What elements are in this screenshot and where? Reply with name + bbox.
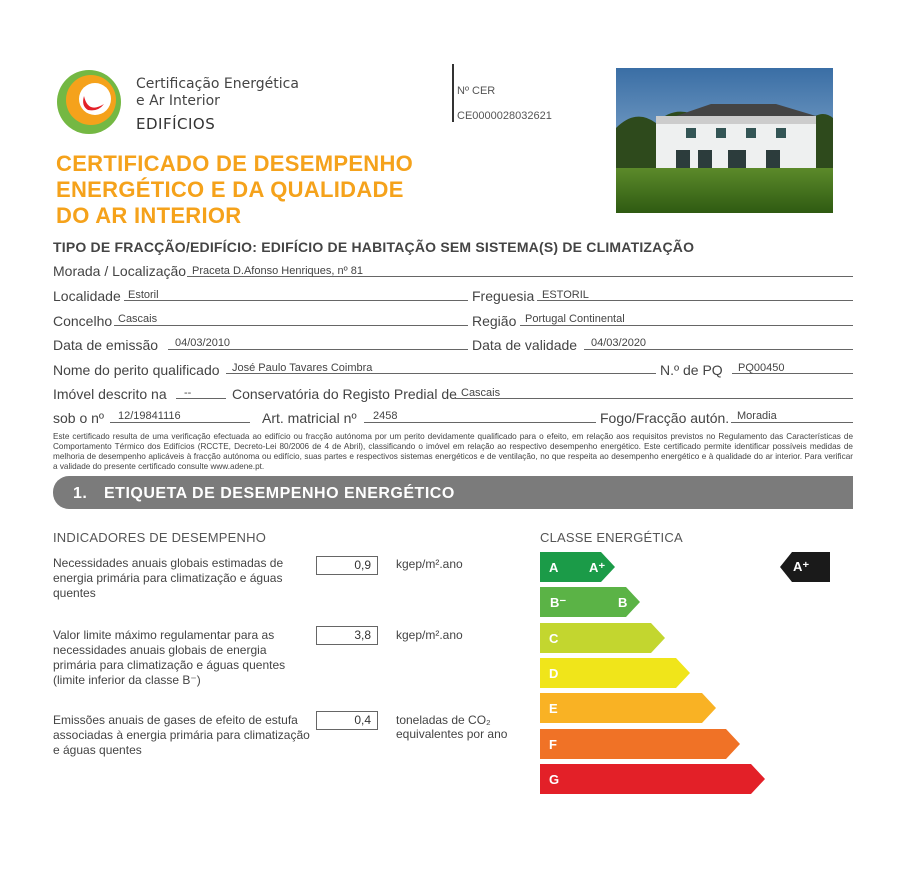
band-e	[540, 693, 716, 723]
logo-line3: EDIFÍCIOS	[136, 115, 216, 133]
energy-class-scale	[540, 552, 780, 797]
indicator-1-text: Necessidades anuais globais estimadas de energia primária para climatização e águas quentes	[53, 556, 284, 600]
imovel-label: Imóvel descrito na	[53, 386, 167, 402]
indicator-3-value: 0,4	[316, 711, 378, 730]
band-f	[540, 729, 740, 759]
energy-class-result	[780, 552, 830, 582]
band-g	[540, 764, 765, 794]
cert-number: CE0000028032621	[457, 110, 552, 122]
band-g-shape	[540, 764, 765, 794]
regiao-label: Região	[472, 313, 517, 329]
imovel-value: --	[184, 387, 192, 399]
legal-note: Este certificado resulta de uma verificação efectuada ao edifício ou fracção autónoma por um perito devidamente qualificado para o efeito, em relação aos requisitos previstos no Regulamento das Características de Comportamento Térmico dos Edifícios (RCCTE, Decreto-Lei 80/2006 de 4 de Abril), classificando o imóvel em relação ao respectivo desempenho energético. Este certificado permite identificar possíveis medidas de melhoria de desempenho aplicáveis à fracção autónoma ou edifício, suas partes e respectivos sistemas energéticos e de ventilação, no que respeita ao desempenho energético e à qualidade do ar interior. Para verificar a validade do presente certificado consulte www.adene.pt.	[53, 432, 853, 471]
indicator-2-value: 3,8	[316, 626, 378, 645]
logo-line2: e Ar Interior	[136, 93, 220, 109]
band-e-left: E	[549, 701, 558, 716]
cert-number-label: Nº CER	[457, 85, 496, 97]
freguesia-value: ESTORIL	[542, 289, 589, 301]
band-f-arrow	[540, 729, 740, 759]
band-b	[540, 587, 640, 617]
indicator-3-text: Emissões anuais de gases de efeito de estufa associadas à energia primária para climatização e águas quentes	[53, 713, 310, 757]
band-a-left: A	[549, 560, 559, 575]
cert-divider	[452, 64, 454, 122]
indicator-1-value: 0,9	[316, 556, 378, 575]
indicator-2-text: Valor limite máximo regulamentar para as necessidades anuais globais de energia primária para climatização e águas quentes (limite inferior da classe B⁻)	[53, 628, 286, 687]
building-photo	[616, 68, 833, 213]
freguesia-label: Freguesia	[472, 288, 535, 304]
band-c	[540, 623, 665, 653]
main-title-line1: CERTIFICADO DE DESEMPENHO	[56, 151, 414, 176]
band-g-left: G	[549, 772, 560, 787]
validade-value: 04/03/2020	[591, 337, 647, 349]
regiao-value: Portugal Continental	[525, 313, 625, 325]
result-class-label: A⁺	[793, 559, 810, 574]
band-c-left: C	[549, 631, 559, 646]
band-a	[540, 552, 615, 582]
certification-logo	[54, 66, 304, 140]
artigo-label: Art. matricial nº	[262, 410, 357, 426]
concelho-label: Concelho	[53, 313, 113, 329]
band-c-shape	[540, 623, 665, 653]
band-d	[540, 658, 690, 688]
logo-emblem-icon	[54, 66, 126, 138]
section-number: 1.	[73, 485, 88, 502]
band-e-shape	[540, 693, 716, 723]
emissao-value: 04/03/2010	[175, 337, 231, 349]
conservatoria-underline	[455, 398, 853, 399]
validade-underline	[584, 349, 853, 350]
concelho-underline	[114, 325, 468, 326]
perito-value: José Paulo Tavares Coimbra	[232, 362, 373, 374]
sob-label: sob o nº	[53, 410, 105, 426]
building-photo-image	[616, 68, 833, 213]
conservatoria-value: Cascais	[461, 387, 501, 399]
pq-label: N.º de PQ	[660, 362, 723, 378]
band-f-left: F	[549, 737, 557, 752]
band-d-left: D	[549, 666, 559, 681]
emissao-label: Data de emissão	[53, 337, 159, 353]
logo-line1: Certificação Energética	[136, 76, 299, 92]
band-d-arrow	[540, 658, 690, 688]
main-title-line3: DO AR INTERIOR	[56, 203, 242, 228]
band-e-arrow	[540, 693, 716, 723]
localidade-value: Estoril	[128, 289, 159, 301]
band-g-arrow	[540, 764, 765, 794]
morada-value: Praceta D.Afonso Henriques, nº 81	[192, 265, 363, 277]
concelho-value: Cascais	[118, 313, 158, 325]
sob-value: 12/19841116	[118, 410, 181, 422]
localidade-underline	[124, 300, 468, 301]
indicator-1-unit: kgep/m².ano	[396, 557, 463, 571]
morada-label: Morada / Localização	[53, 263, 187, 279]
pq-value: PQ00450	[738, 362, 785, 374]
band-c-arrow	[540, 623, 665, 653]
section-title: ETIQUETA DE DESEMPENHO ENERGÉTICO	[104, 485, 455, 502]
band-f-shape	[540, 729, 740, 759]
band-b-right: B	[618, 595, 628, 610]
indicator-3-unit: toneladas de CO₂ equivalentes por ano	[396, 713, 508, 741]
artigo-underline	[364, 422, 596, 423]
indicator-2-unit: kgep/m².ano	[396, 628, 463, 642]
section-header	[53, 476, 853, 509]
fogo-value: Moradia	[737, 410, 777, 422]
indicators-title: INDICADORES DE DESEMPENHO	[53, 530, 267, 545]
fogo-label: Fogo/Fracção autón.	[600, 410, 730, 426]
band-b-left: B⁻	[550, 595, 567, 610]
conservatoria-label: Conservatória do Registo Predial de	[232, 386, 457, 402]
energy-class-title: CLASSE ENERGÉTICA	[540, 530, 683, 545]
fogo-underline	[731, 422, 853, 423]
perito-label: Nome do perito qualificado	[53, 362, 220, 378]
band-d-shape	[540, 658, 690, 688]
artigo-value: 2458	[373, 410, 398, 422]
localidade-label: Localidade	[53, 288, 121, 304]
main-title-line2: ENERGÉTICO E DA QUALIDADE	[56, 177, 404, 202]
validade-label: Data de validade	[472, 337, 578, 353]
building-type: TIPO DE FRACÇÃO/EDIFÍCIO: EDIFÍCIO DE HABITAÇÃO SEM SISTEMA(S) DE CLIMATIZAÇÃO	[53, 239, 695, 255]
band-a-right: A⁺	[589, 560, 606, 575]
regiao-underline	[520, 325, 853, 326]
sob-underline	[110, 422, 250, 423]
emissao-underline	[168, 349, 468, 350]
